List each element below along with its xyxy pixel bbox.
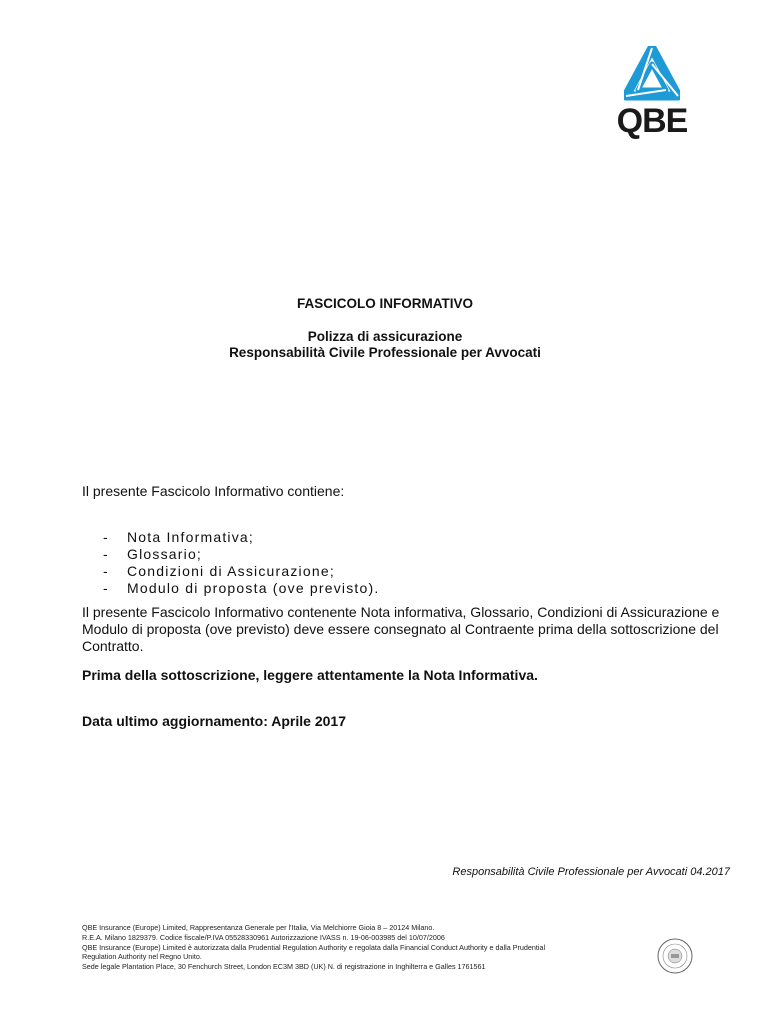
qbe-logo [610, 46, 694, 138]
reading-notice: Prima della sottoscrizione, leggere attentamente la Nota Informativa. [82, 667, 538, 683]
contents-list [103, 529, 379, 597]
qbe-emblem-icon [624, 46, 680, 102]
logo-text: QBE [616, 102, 688, 140]
legal-line: R.E.A. Milano 1829379. Codice fiscale/P.IVA 05528330961 Autorizzazione IVASS n. 19-06-003985 del 10/07/2006 [82, 932, 445, 942]
list-item: - Modulo di proposta (ove previsto). [103, 580, 380, 596]
footer-reference: Responsabilità Civile Professionale per Avvocati 04.2017 [452, 866, 730, 878]
list-item: - Nota Informativa; [103, 529, 254, 545]
update-date: Data ultimo aggiornamento: Aprile 2017 [82, 713, 346, 729]
certification-seal-icon [656, 937, 694, 975]
document-product: Responsabilità Civile Professionale per Avvocati [229, 345, 541, 360]
legal-line: QBE Insurance (Europe) Limited è autorizzata dalla Prudential Regulation Authority e regolata dalla Financial Conduct Authority e dalla Prudential [82, 942, 546, 952]
legal-notice [82, 923, 642, 972]
legal-line: Regulation Authority nel Regno Unito. [82, 952, 202, 962]
document-title: FASCICOLO INFORMATIVO [297, 296, 473, 311]
legal-line: Sede legale Plantation Place, 30 Fenchurch Street, London EC3M 3BD (UK) N. di registrazione in Inghilterra e Galles 1761561 [82, 962, 486, 972]
document-subtitle: Polizza di assicurazione [307, 329, 463, 344]
legal-line: QBE Insurance (Europe) Limited, Rappresentanza Generale per l'Italia, Via Melchiorre Gioia 8 – 20124 Milano. [82, 923, 435, 932]
list-item: - Condizioni di Assicurazione; [103, 563, 335, 579]
contents-intro: Il presente Fascicolo Informativo contiene: [82, 483, 345, 499]
list-item: - Glossario; [103, 546, 203, 562]
delivery-paragraph: Il presente Fascicolo Informativo contenente Nota informativa, Glossario, Condizioni di Assicurazione e Modulo di proposta (ove previsto) deve essere consegnato al Contraente prima della sottoscrizione del Contratto. [82, 604, 720, 654]
